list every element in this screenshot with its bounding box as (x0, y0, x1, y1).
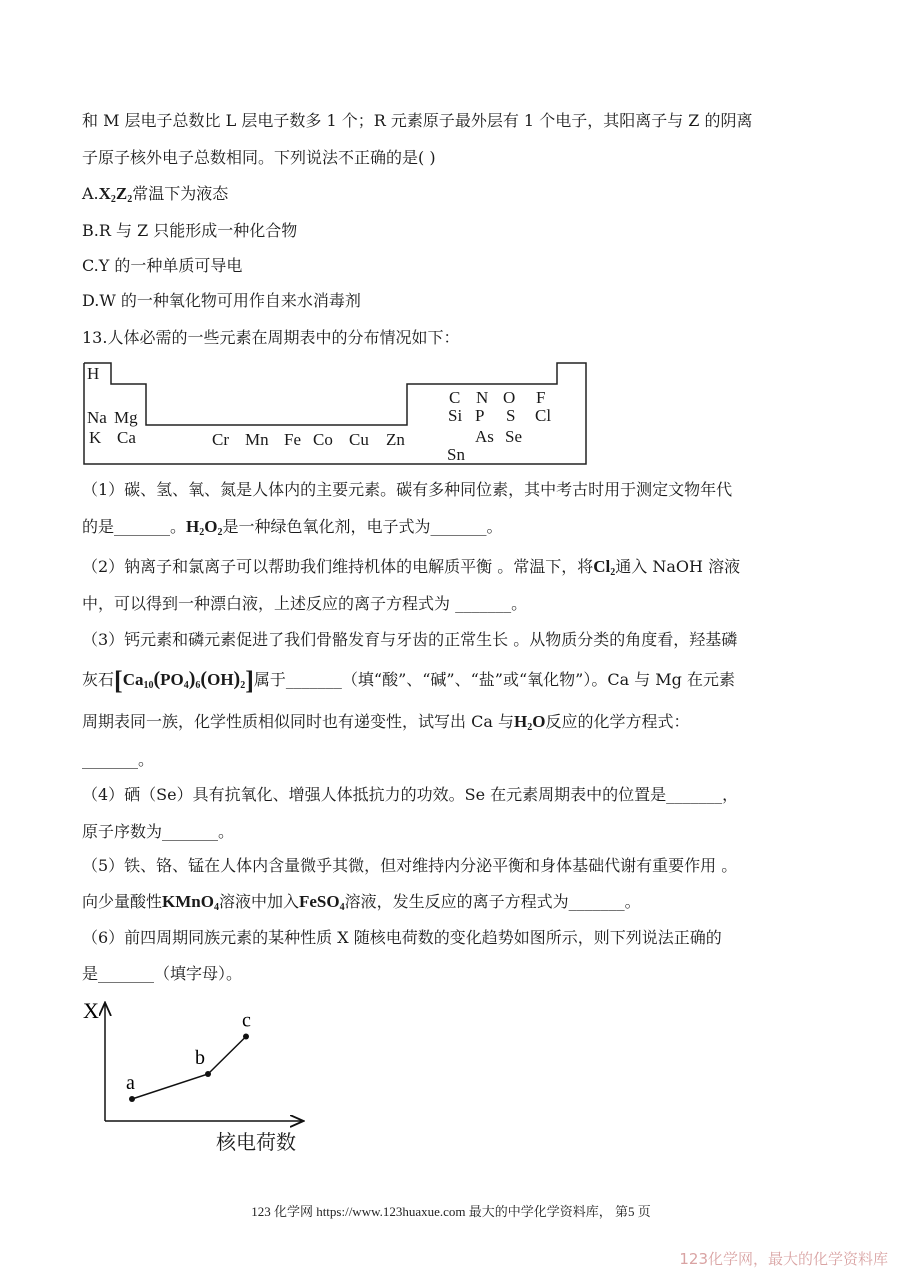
formula-cl2: $Cl_2$ (593, 557, 616, 578)
formula-h2o: $H_2O$ (513, 712, 546, 733)
option-a-label: A. (82, 184, 99, 203)
part-5-line-2 (82, 892, 641, 918)
element-k: K (89, 428, 102, 447)
point-b (195, 1047, 211, 1077)
element-cu: Cu (349, 430, 369, 449)
text-segment: 周期表同一族，化学性质相似同时也有递变性，试写出 Ca 与 (82, 712, 514, 731)
part-6-line-1: （6）前四周期同族元素的某种性质 X 随核电荷数的变化趋势如图所示，则下列说法正确的 (82, 928, 722, 947)
text-segment: 灰石 (82, 670, 115, 689)
element-sn: Sn (447, 445, 465, 464)
element-fe: Fe (284, 430, 301, 449)
element-cr: Cr (212, 430, 229, 449)
watermark: 123化学网，最大的化学资料库 (679, 1250, 888, 1268)
text-segment: 的是_______。 (82, 517, 187, 536)
element-si: Si (448, 406, 463, 425)
element-cl: Cl (535, 406, 552, 425)
x-axis-label: 核电荷数 (216, 1130, 296, 1154)
part-3-line-2 (82, 666, 735, 696)
part-3-line-3 (82, 712, 689, 738)
element-p: P (475, 406, 485, 425)
text-segment: 通入 NaOH 溶液 (615, 557, 741, 576)
part-2-line-2: 中，可以得到一种漂白液，上述反应的离子方程式为 _______。 (82, 594, 528, 613)
element-h: H (87, 364, 100, 383)
svg-text:a: a (126, 1072, 135, 1094)
y-axis-label: X (83, 998, 99, 1023)
formula-hydroxyapatite: $[Ca_{10}(PO_4)_6(OH)_2]$ (114, 666, 254, 695)
text-segment: 向少量酸性 (82, 892, 163, 911)
text-segment: 溶液中加入 (218, 892, 299, 911)
part-3-line-1: （3）钙元素和磷元素促进了我们骨骼发育与牙齿的正常生长 。从物质分类的角度看，羟基磷 (82, 630, 738, 649)
option-b: B.R 与 Z 只能形成一种化合物 (82, 221, 298, 240)
element-as: As (475, 427, 494, 446)
option-d: D.W 的一种氧化物可用作自来水消毒剂 (82, 291, 361, 310)
part-6-line-2: 是_______（填字母）。 (82, 964, 243, 983)
part-1-line-1: （1）碳、氢、氧、氮是人体内的主要元素。碳有多种同位素，其中考古时用于测定文物年代 (82, 480, 733, 499)
element-mn: Mn (245, 430, 269, 449)
part-3-line-4: _______。 (82, 750, 155, 769)
element-co: Co (313, 430, 333, 449)
option-a-text: 常温下为液态 (132, 184, 229, 203)
text-segment: （2）钠离子和氯离子可以帮助我们维持机体的电解质平衡 。常温下，将 (82, 557, 594, 576)
text-line: 和 M 层电子总数比 L 层电子数多 1 个；R 元素原子最外层有 1 个电子，其阳离子与 Z 的阴离 (82, 111, 753, 130)
part-4-line-1: （4）硒（Se）具有抗氧化、增强人体抵抗力的功效。Se 在元素周期表中的位置是_______， (82, 785, 739, 804)
point-c (242, 1010, 251, 1040)
formula-feso4: FeSO$_4$ (298, 892, 345, 913)
element-f: F (536, 388, 546, 407)
part-4-line-2: 原子序数为_______。 (82, 822, 235, 841)
question-13: 13.人体必需的一些元素在周期表中的分布情况如下： (82, 328, 460, 347)
series-line (132, 1037, 246, 1100)
svg-text:c: c (242, 1009, 251, 1032)
formula-h2o2: $H_2O_2$ (186, 517, 223, 538)
text-segment: 反应的化学方程式： (545, 712, 690, 731)
element-o: O (503, 388, 516, 407)
part-1-line-2 (82, 517, 503, 543)
element-c: C (449, 388, 461, 407)
page-footer: 123 化学网 https://www.123huaxue.com 最大的中学化学资料库， 第5 页 (251, 1204, 651, 1219)
element-se: Se (505, 427, 522, 446)
question-stem: 子原子核外电子总数相同。下列说法不正确的是( ) (82, 148, 436, 167)
option-c: C.Y 的一种单质可导电 (82, 256, 243, 275)
text-segment: 属于_______（填“酸”、“碱”、“盐”或“氧化物”）。Ca 与 Mg 在元素 (253, 670, 735, 689)
periodic-table (83, 362, 589, 466)
formula-x2z2: $X_2Z_2$ (98, 184, 133, 205)
option-a (82, 184, 228, 210)
element-n: N (476, 388, 489, 407)
part-2-line-1 (82, 557, 740, 583)
text-segment: 溶液，发生反应的离子方程式为_______。 (344, 892, 641, 911)
svg-text:b: b (195, 1047, 205, 1069)
element-zn: Zn (386, 430, 405, 449)
point-a (126, 1072, 135, 1102)
element-mg: Mg (114, 408, 138, 427)
text-segment: 是一种绿色氧化剂，电子式为_______。 (222, 517, 503, 536)
element-ca: Ca (117, 428, 136, 447)
part-5-line-1: （5）铁、铬、锰在人体内含量微乎其微，但对维持内分泌平衡和身体基础代谢有重要作用 。 (82, 856, 738, 875)
formula-kmno4: KMnO$_4$ (162, 892, 219, 913)
trend-graph (78, 998, 318, 1162)
element-na: Na (87, 408, 107, 427)
element-s: S (506, 406, 516, 425)
